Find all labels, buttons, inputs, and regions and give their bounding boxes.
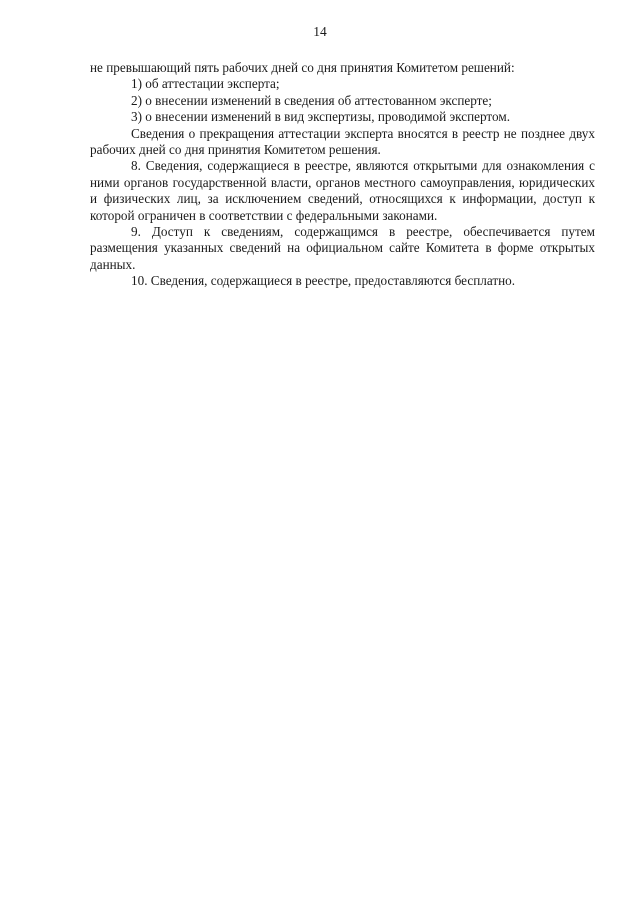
document-body (90, 60, 595, 290)
list-item-3: 3) о внесении изменений в вид экспертизы, проводимой экспертом. (131, 109, 511, 125)
paragraph-continuation: не превышающий пять рабочих дней со дня принятия Комитетом решений: (90, 60, 515, 75)
paragraph-9: 9. Доступ к сведениям, содержащимся в реестре, обеспечивается путем размещения указанных сведений на официальном сайте Комитета в форме открытых данных. (90, 224, 595, 272)
page-number: 14 (313, 24, 327, 39)
paragraph-termination: Сведения о прекращения аттестации эксперта вносятся в реестр не позднее двух рабочих дней со дня принятия Комитетом решения. (90, 125, 595, 158)
list-item-2: 2) о внесении изменений в сведения об аттестованном эксперте; (131, 92, 492, 108)
paragraph-8: 8. Сведения, содержащиеся в реестре, являются открытыми для ознакомления с ними органов государственной власти, органов местного самоуправления, юридических и физических лиц, за исключением сведений, относящихся к информации, доступ к которой ограничен в соответствии с федеральными законами. (90, 158, 595, 223)
list-item-1: 1) об аттестации эксперта; (131, 76, 280, 92)
paragraph-10: 10. Сведения, содержащиеся в реестре, предоставляются бесплатно. (131, 273, 516, 289)
